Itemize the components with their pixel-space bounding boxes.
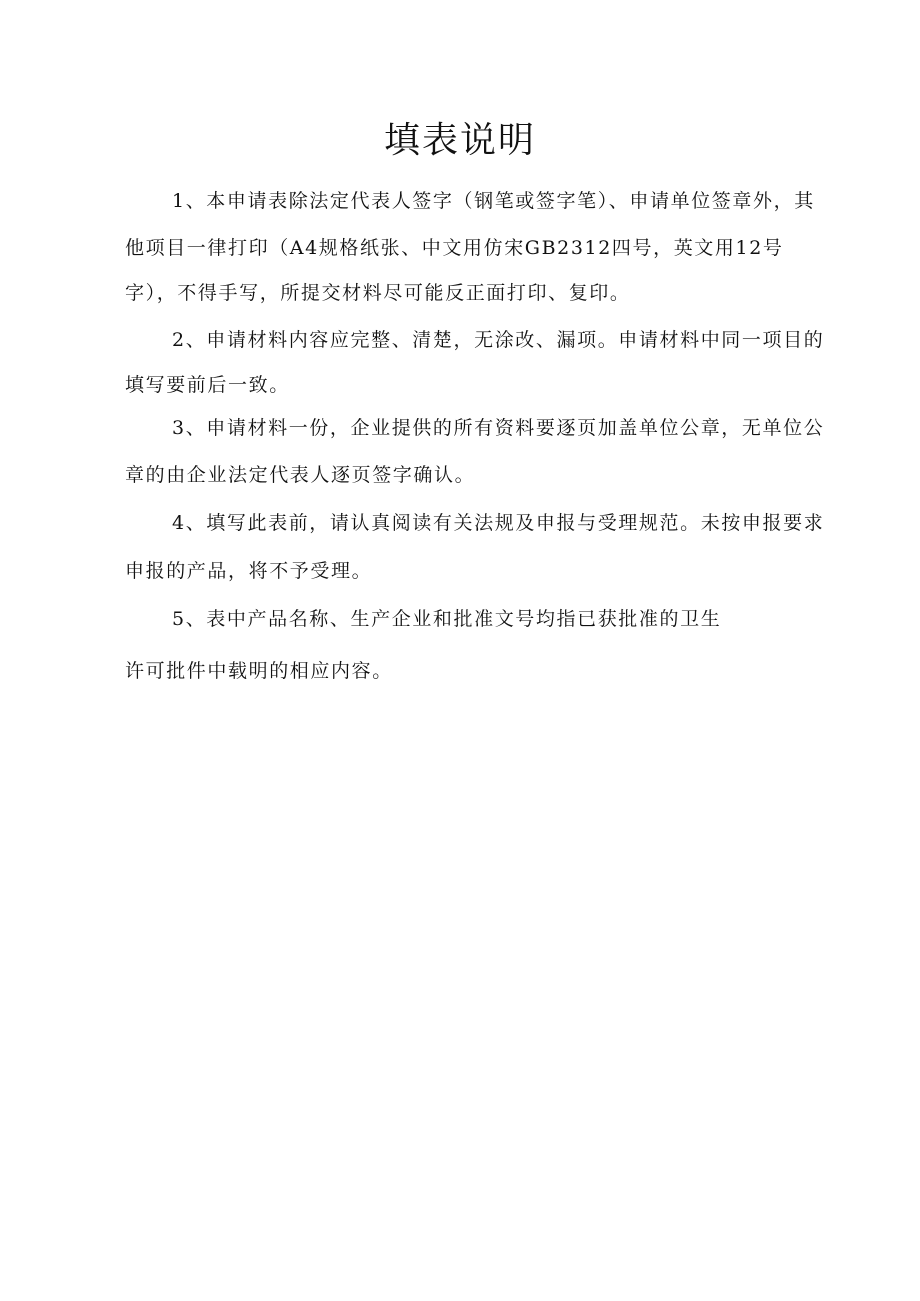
instruction-4-line-1: 4、填写此表前，请认真阅读有关法规及申报与受理规范。未按申报要求	[172, 512, 825, 534]
instruction-3-line-1: 3、申请材料一份，企业提供的所有资料要逐页加盖单位公章，无单位公	[172, 417, 825, 439]
instruction-4-line-2: 申报的产品，将不予受理。	[125, 560, 373, 582]
instruction-3-line-2: 章的由企业法定代表人逐页签字确认。	[125, 464, 476, 486]
instruction-1-line-2: 他项目一律打印（A4规格纸张、中文用仿宋GB2312四号，英文用12号	[125, 237, 784, 259]
page-title: 填表说明	[383, 120, 536, 161]
instruction-2-line-1: 2、申请材料内容应完整、清楚，无涂改、漏项。申请材料中同一项目的	[172, 329, 825, 351]
instruction-5-line-2: 许可批件中载明的相应内容。	[125, 660, 393, 682]
instruction-1-line-3: 字），不得手写，所提交材料尽可能反正面打印、复印。	[125, 282, 631, 304]
instruction-1-line-1: 1、本申请表除法定代表人签字（钢笔或签字笔）、申请单位签章外，其	[172, 190, 815, 212]
instruction-5-line-1: 5、表中产品名称、生产企业和批准文号均指已获批准的卫生	[172, 608, 722, 630]
instruction-2-line-2: 填写要前后一致。	[125, 374, 290, 396]
